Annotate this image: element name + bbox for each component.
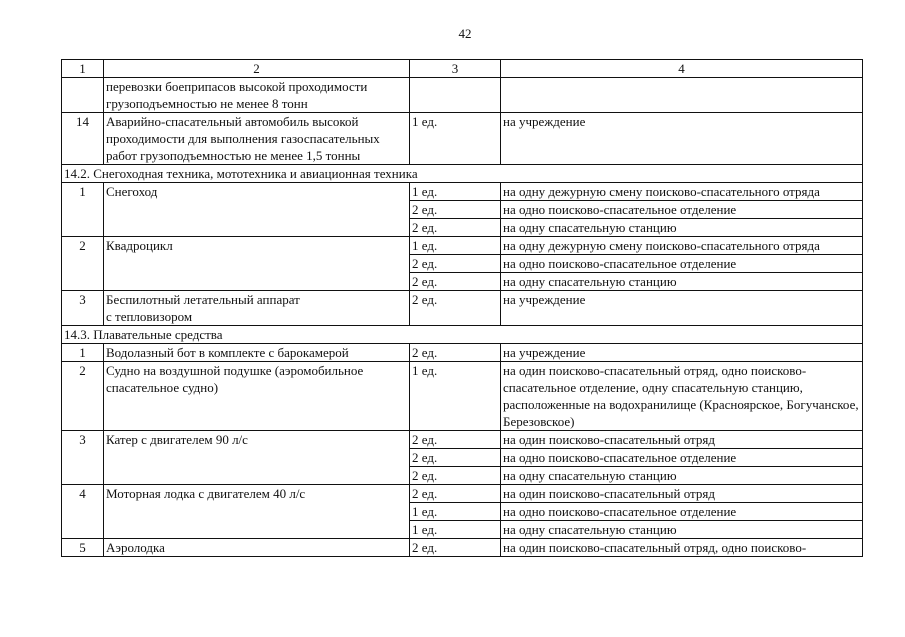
item-norm: на одну дежурную смену поисково-спасательного отряда [501,183,863,201]
item-norm: на учреждение [501,291,863,326]
item-name [104,291,410,326]
item-quantity: 2 ед. [410,467,501,485]
row-number: 2 [62,362,104,431]
table-row [62,362,863,431]
row-number: 3 [62,431,104,485]
item-quantity: 2 ед. [410,219,501,237]
table-row [62,113,863,165]
row-number: 5 [62,539,104,557]
section-heading-14-3: 14.3. Плавательные средства [62,326,863,344]
item-norm: на одно поисково-спасательное отделение [501,201,863,219]
item-norm: на учреждение [501,344,863,362]
table-row [62,183,863,201]
item-quantity: 1 ед. [410,362,501,431]
row-number [62,78,104,113]
item-norm: на одно поисково-спасательное отделение [501,449,863,467]
item-norm: на один поисково-спасательный отряд [501,485,863,503]
item-norm: на один поисково-спасательный отряд [501,431,863,449]
item-norm: на одну спасательную станцию [501,273,863,291]
item-quantity: 1 ед. [410,237,501,255]
row-number: 1 [62,183,104,237]
item-name: Судно на воздушной подушке (аэромобильное спасательное судно) [104,362,410,431]
item-quantity: 2 ед. [410,201,501,219]
item-norm: на одну спасательную станцию [501,467,863,485]
row-number: 3 [62,291,104,326]
item-name: Моторная лодка с двигателем 40 л/с [104,485,410,539]
item-norm: на один поисково-спасательный отряд, одно поисково-спасательное отделение, одну спасательную станцию, расположенные на водохранилище (Красноярское, Богучанское, Березовское) [501,362,863,431]
row-number: 2 [62,237,104,291]
section-row [62,165,863,183]
item-quantity: 2 ед. [410,291,501,326]
row-number: 14 [62,113,104,165]
item-name: Водолазный бот в комплекте с барокамерой [104,344,410,362]
header-col-3: 3 [410,60,501,78]
item-quantity: 1 ед. [410,183,501,201]
header-col-1: 1 [62,60,104,78]
table-header-row [62,60,863,78]
table-row [62,431,863,449]
item-norm: на одно поисково-спасательное отделение [501,503,863,521]
table-row [62,485,863,503]
table-row [62,344,863,362]
item-quantity: 2 ед. [410,485,501,503]
item-quantity: 2 ед. [410,449,501,467]
item-norm: на учреждение [501,113,863,165]
section-row [62,326,863,344]
item-quantity: 2 ед. [410,539,501,557]
item-norm: на одну спасательную станцию [501,219,863,237]
item-name: Аварийно-спасательный автомобиль высокой проходимости для выполнения газоспасательных работ грузоподъемностью не менее 1,5 тонны [104,113,410,165]
table-row [62,539,863,557]
item-norm: на один поисково-спасательный отряд, одно поисково- [501,539,863,557]
item-norm: на одну дежурную смену поисково-спасательного отряда [501,237,863,255]
item-norm: на одно поисково-спасательное отделение [501,255,863,273]
item-name: Снегоход [104,183,410,237]
item-name-line: перевозки боеприпасов высокой проходимости [106,79,368,94]
equipment-norms-table [61,59,863,557]
item-norm [501,78,863,113]
item-quantity [410,78,501,113]
item-quantity: 2 ед. [410,344,501,362]
item-quantity: 2 ед. [410,255,501,273]
page-number: 42 [458,26,472,41]
item-name: Катер с двигателем 90 л/с [104,431,410,485]
item-quantity: 2 ед. [410,273,501,291]
item-name: Квадроцикл [104,237,410,291]
row-number: 4 [62,485,104,539]
item-name-line: Беспилотный летательный аппарат [106,292,300,307]
item-quantity: 1 ед. [410,503,501,521]
item-quantity: 1 ед. [410,521,501,539]
header-col-4: 4 [501,60,863,78]
item-name-line: грузоподъемностью не менее 8 тонн [106,96,308,111]
section-heading-14-2: 14.2. Снегоходная техника, мототехника и авиационная техника [62,165,863,183]
item-name: Аэролодка [104,539,410,557]
header-col-2: 2 [104,60,410,78]
table-row [62,78,863,113]
item-quantity: 2 ед. [410,431,501,449]
item-norm: на одну спасательную станцию [501,521,863,539]
row-number: 1 [62,344,104,362]
item-name-line: с тепловизором [106,309,193,324]
item-name [104,78,410,113]
table-row [62,291,863,326]
item-quantity: 1 ед. [410,113,501,165]
table-row [62,237,863,255]
